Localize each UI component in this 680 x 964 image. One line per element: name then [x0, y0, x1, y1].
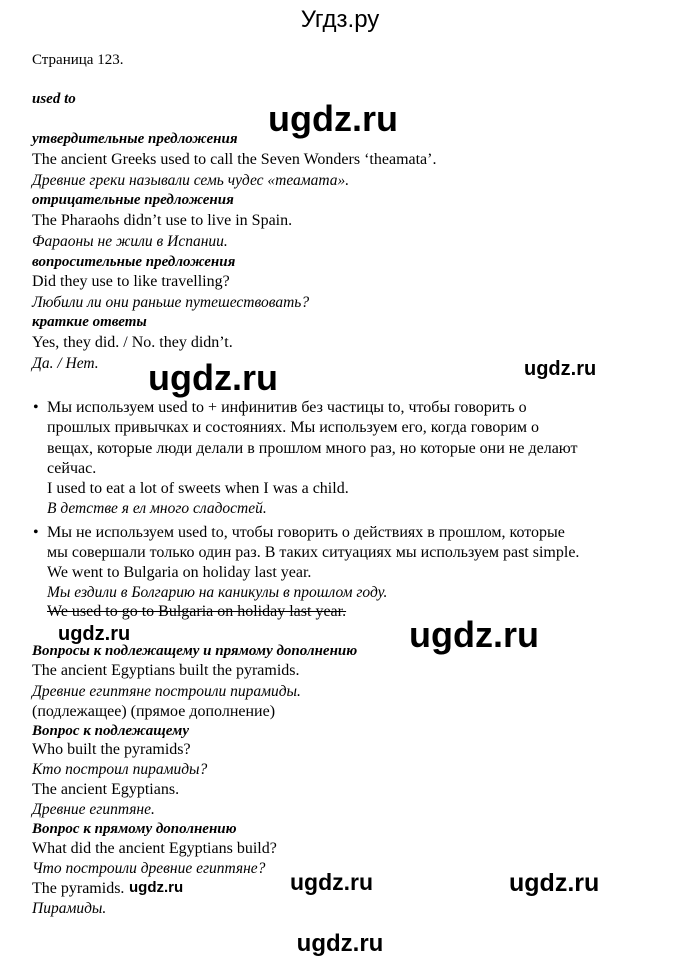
- bullet-marker: •: [33, 524, 39, 541]
- subject-object-labels: (подлежащее) (прямое дополнение): [32, 703, 276, 720]
- bullet2-wrong-example: We used to go to Bulgaria on holiday last year.: [47, 603, 347, 620]
- footer-watermark: ugdz.ru: [296, 930, 384, 957]
- watermark: ugdz.ru: [509, 869, 600, 897]
- object-question: What did the ancient Egyptians build?: [32, 840, 277, 857]
- watermark: ugdz.ru: [58, 623, 131, 645]
- bullet-marker: •: [33, 399, 39, 416]
- watermark: ugdz.ru: [409, 614, 539, 655]
- object-answer-translation: Пирамиды.: [32, 900, 107, 917]
- watermark: ugdz.ru: [129, 879, 184, 896]
- subject-question: Who built the pyramids?: [32, 741, 191, 758]
- object-answer: The pyramids.: [32, 880, 125, 897]
- bullet2-line: Мы не используем used to, чтобы говорить о действиях в прошлом, которые: [47, 524, 565, 541]
- bullet1-line: прошлых привычках и состояниях. Мы используем его, когда говорим о: [47, 419, 540, 436]
- topic-heading: used to: [32, 91, 76, 107]
- watermark: ugdz.ru: [524, 358, 597, 380]
- watermark: ugdz.ru: [290, 869, 374, 895]
- negative-translation: Фараоны не жили в Испании.: [32, 233, 228, 250]
- affirmative-example: The ancient Greeks used to call the Seven Wonders ‘theamata’.: [32, 151, 437, 168]
- bullet1-translation: В детстве я ел много сладостей.: [47, 500, 267, 517]
- negative-heading: отрицательные предложения: [32, 192, 234, 208]
- subject-object-heading: Вопросы к подлежащему и прямому дополнению: [32, 643, 358, 659]
- subject-question-translation: Кто построил пирамиды?: [32, 761, 208, 778]
- bullet2-example: We went to Bulgaria on holiday last year.: [47, 564, 312, 581]
- short-answers-translation: Да. / Нет.: [32, 355, 99, 372]
- page-label: Страница 123.: [32, 52, 124, 68]
- questions-translation: Любили ли они раньше путешествовать?: [32, 294, 310, 311]
- affirmative-translation: Древние греки называли семь чудес «теамата».: [32, 172, 350, 189]
- negative-example: The Pharaohs didn’t use to live in Spain.: [32, 212, 293, 229]
- short-answers-heading: краткие ответы: [32, 314, 147, 330]
- subject-object-translation: Древние египтяне построили пирамиды.: [32, 683, 301, 700]
- bullet1-example: I used to eat a lot of sweets when I was a child.: [47, 480, 349, 497]
- site-title: Угдз.ру: [300, 6, 380, 33]
- bullet2-line: мы совершали только один раз. В таких ситуациях мы используем past simple.: [47, 544, 580, 561]
- watermark: ugdz.ru: [148, 357, 278, 398]
- short-answers-example: Yes, they did. / No. they didn’t.: [32, 334, 233, 351]
- subject-object-example: The ancient Egyptians built the pyramids.: [32, 662, 300, 679]
- bullet1-line: сейчас.: [47, 460, 97, 477]
- bullet2-translation: Мы ездили в Болгарию на каникулы в прошлом году.: [47, 584, 388, 601]
- questions-heading: вопросительные предложения: [32, 254, 236, 270]
- bullet1-line: вещах, которые люди делали в прошлом много раз, но которые они не делают: [47, 440, 578, 457]
- subject-question-heading: Вопрос к подлежащему: [32, 723, 189, 739]
- affirmative-heading: утвердительные предложения: [32, 131, 238, 147]
- subject-answer-translation: Древние египтяне.: [32, 801, 155, 818]
- bullet1-line: Мы используем used to + инфинитив без частицы to, чтобы говорить о: [47, 399, 527, 416]
- subject-answer: The ancient Egyptians.: [32, 781, 180, 798]
- object-question-heading: Вопрос к прямому дополнению: [32, 821, 237, 837]
- watermark: ugdz.ru: [268, 98, 398, 139]
- object-question-translation: Что построили древние египтяне?: [32, 860, 266, 877]
- questions-example: Did they use to like travelling?: [32, 273, 230, 290]
